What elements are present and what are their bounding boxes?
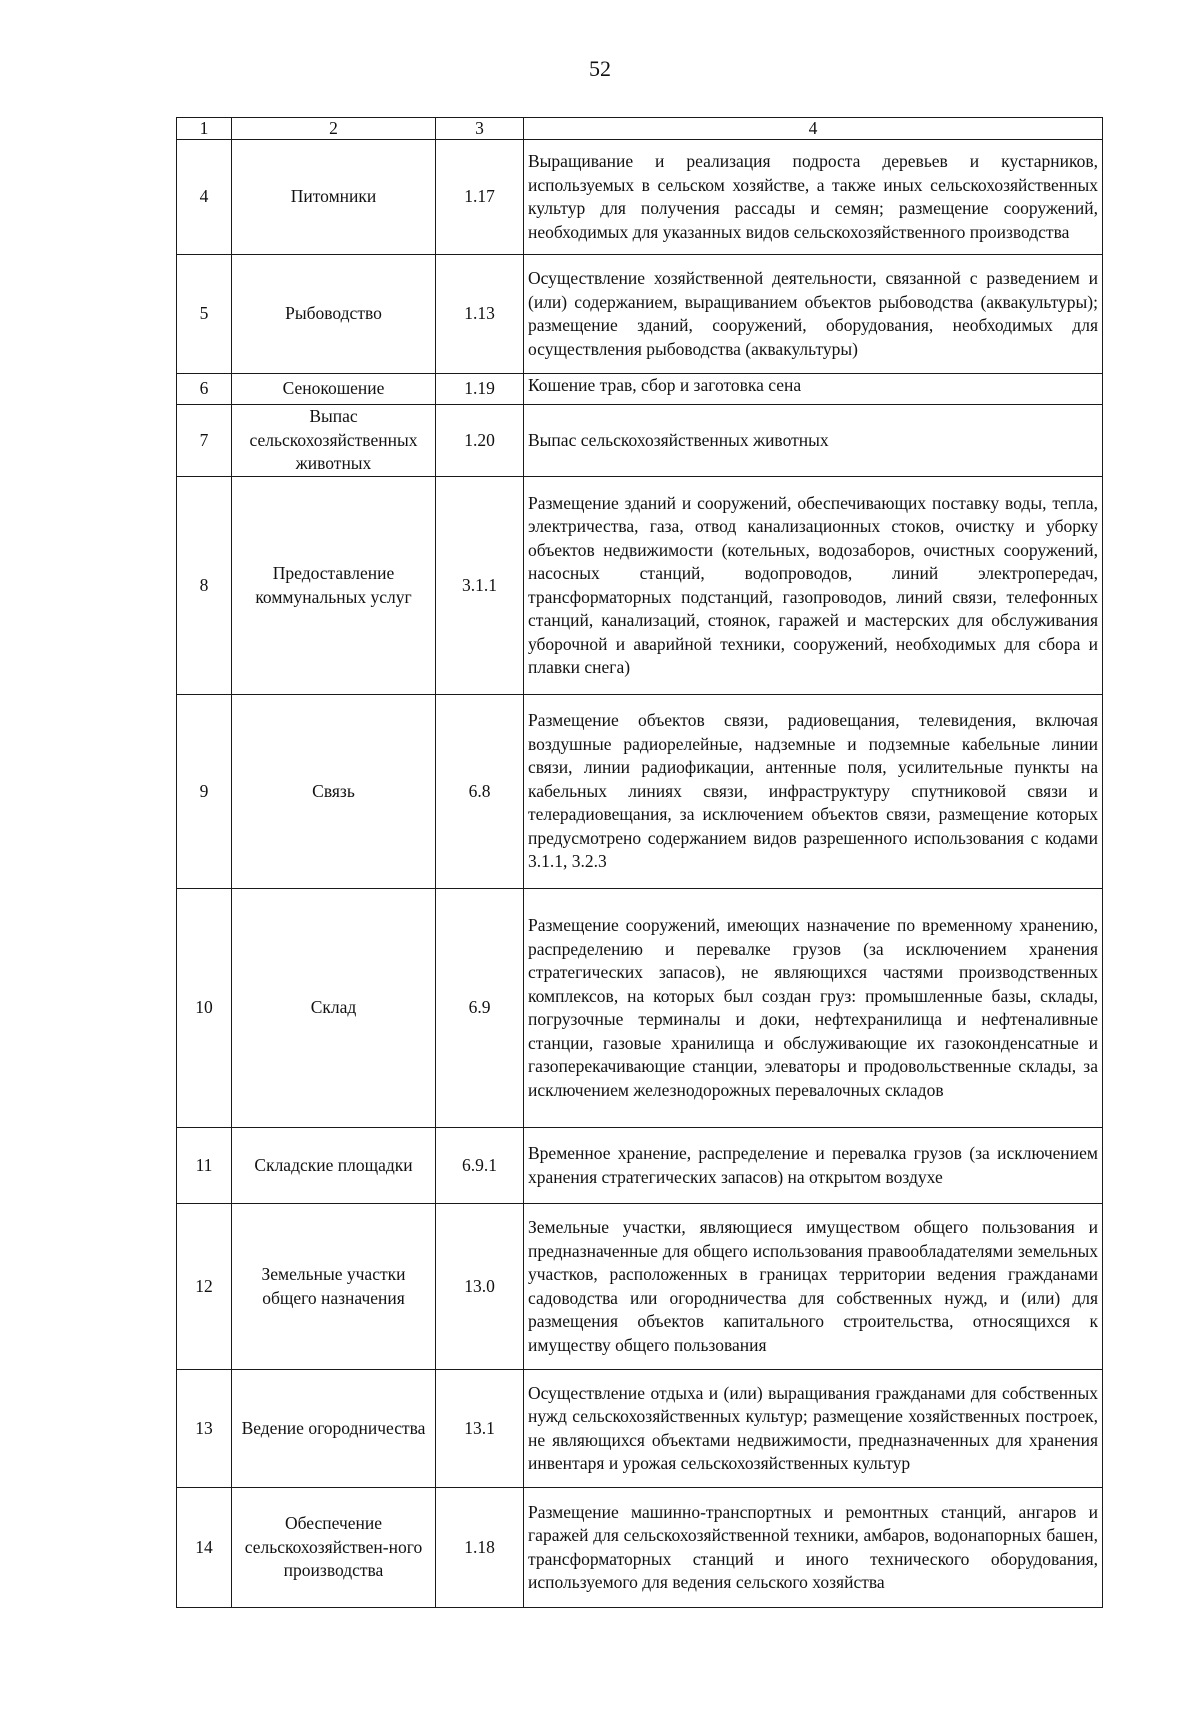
use-description: Кошение трав, сбор и заготовка сена [524,374,1103,405]
use-name: Обеспечение сельскохозяйствен-ного производства [232,1488,436,1608]
table-row [177,374,1103,405]
use-code: 13.0 [436,1204,524,1370]
table-row [177,140,1103,255]
use-description: Осуществление хозяйственной деятельности, связанной с разведением и (или) содержанием, выращиванием объектов рыбоводства (аквакультуры); размещение зданий, сооружений, оборудования, необходимых для осуществления рыбоводства (аквакультуры) [524,255,1103,374]
use-description: Размещение машинно-транспортных и ремонтных станций, ангаров и гаражей для сельскохозяйственной техники, амбаров, водонапорных башен, трансформаторных станций и иного технического оборудования, используемого для ведения сельского хозяйства [524,1488,1103,1608]
use-name: Предоставление коммунальных услуг [232,477,436,695]
use-name: Выпас сельскохозяйственных животных [232,405,436,477]
use-code: 3.1.1 [436,477,524,695]
page-number: 52 [589,56,611,81]
land-use-table [176,117,1103,1608]
header-cell: 3 [436,118,524,140]
table-header-row [177,118,1103,140]
table-row [177,889,1103,1128]
use-description: Размещение зданий и сооружений, обеспечивающих поставку воды, тепла, электричества, газа, отвод канализационных стоков, очистку и уборку объектов недвижимости (котельных, водозаборов, очистных сооружений, насосных станций, водопроводов, линий электропередач, трансформаторных подстанций, газопроводов, линий связи, телефонных станций, канализаций, стоянок, гаражей и мастерских для обслуживания уборочной и аварийной техники, сооружений, необходимых для сбора и плавки снега) [524,477,1103,695]
use-code: 13.1 [436,1370,524,1488]
row-number: 11 [177,1128,232,1204]
header-cell: 4 [524,118,1103,140]
use-name: Земельные участки общего назначения [232,1204,436,1370]
table-row [177,1204,1103,1370]
use-code: 1.13 [436,255,524,374]
header-cell: 1 [177,118,232,140]
table-row [177,477,1103,695]
table-row [177,255,1103,374]
row-number: 13 [177,1370,232,1488]
row-number: 5 [177,255,232,374]
use-name: Сенокошение [232,374,436,405]
row-number: 7 [177,405,232,477]
use-description: Размещение объектов связи, радиовещания, телевидения, включая воздушные радиорелейные, надземные и подземные кабельные линии связи, линии радиофикации, антенные поля, усилительные пункты на кабельных линиях связи, инфраструктуру спутниковой связи и телерадиовещания, за исключением объектов связи, размещение которых предусмотрено содержанием видов разрешенного использования с кодами 3.1.1, 3.2.3 [524,695,1103,889]
use-code: 1.17 [436,140,524,255]
table-row [177,695,1103,889]
row-number: 6 [177,374,232,405]
use-description: Размещение сооружений, имеющих назначение по временному хранению, распределению и перевалке грузов (за исключением хранения стратегических запасов), не являющихся частями производственных комплексов, на которых был создан груз: промышленные базы, склады, погрузочные терминалы и доки, нефтехранилища и нефтеналивные станции, газовые хранилища и обслуживающие их газоконденсатные и газоперекачивающие станции, элеваторы и продовольственные склады, за исключением железнодорожных перевалочных складов [524,889,1103,1128]
table-row [177,1128,1103,1204]
use-description: Земельные участки, являющиеся имуществом общего пользования и предназначенные для общего использования правообладателями земельных участков, расположенных в границах территории ведения гражданами садоводства или огородничества для собственных нужд, и (или) для размещения объектов капитального строительства, относящихся к имуществу общего пользования [524,1204,1103,1370]
use-code: 6.8 [436,695,524,889]
use-code: 6.9.1 [436,1128,524,1204]
row-number: 9 [177,695,232,889]
use-name: Рыбоводство [232,255,436,374]
use-code: 1.20 [436,405,524,477]
use-name: Ведение огородничества [232,1370,436,1488]
use-name: Складские площадки [232,1128,436,1204]
use-name: Склад [232,889,436,1128]
table-row [177,405,1103,477]
use-name: Связь [232,695,436,889]
row-number: 14 [177,1488,232,1608]
use-description: Выпас сельскохозяйственных животных [524,405,1103,477]
header-cell: 2 [232,118,436,140]
use-name: Питомники [232,140,436,255]
table-row [177,1488,1103,1608]
use-description: Выращивание и реализация подроста деревьев и кустарников, используемых в сельском хозяйстве, а также иных сельскохозяйственных культур для получения рассады и семян; размещение сооружений, необходимых для указанных видов сельскохозяйственного производства [524,140,1103,255]
row-number: 10 [177,889,232,1128]
row-number: 4 [177,140,232,255]
use-code: 1.18 [436,1488,524,1608]
use-code: 6.9 [436,889,524,1128]
use-description: Осуществление отдыха и (или) выращивания гражданами для собственных нужд сельскохозяйственных культур; размещение хозяйственных построек, не являющихся объектами недвижимости, предназначенных для хранения инвентаря и урожая сельскохозяйственных культур [524,1370,1103,1488]
row-number: 12 [177,1204,232,1370]
use-code: 1.19 [436,374,524,405]
row-number: 8 [177,477,232,695]
use-description: Временное хранение, распределение и перевалка грузов (за исключением хранения стратегических запасов) на открытом воздухе [524,1128,1103,1204]
table-row [177,1370,1103,1488]
